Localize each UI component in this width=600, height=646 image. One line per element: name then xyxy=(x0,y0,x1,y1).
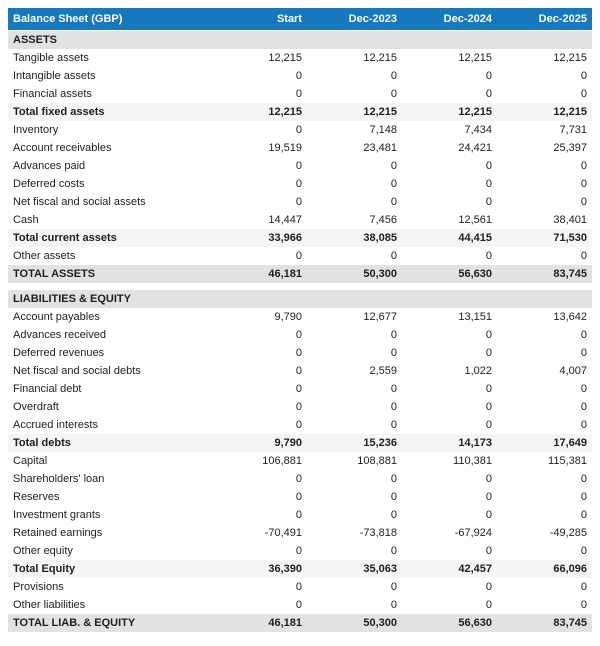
row-label: Investment grants xyxy=(13,509,101,521)
row-value: 12,215 xyxy=(553,106,587,118)
row-label: Overdraft xyxy=(13,401,59,413)
row-value: 0 xyxy=(580,581,587,593)
section-row xyxy=(8,290,592,308)
section-row xyxy=(8,31,592,49)
table-row xyxy=(8,488,592,506)
row-value: 0 xyxy=(485,491,492,503)
row-value: 108,881 xyxy=(357,455,397,467)
row-label: Account receivables xyxy=(13,142,112,154)
table-row xyxy=(8,344,592,362)
row-label: TOTAL ASSETS xyxy=(13,268,96,280)
row-value: 0 xyxy=(580,491,587,503)
row-value: 4,007 xyxy=(559,365,587,377)
row-value: 2,559 xyxy=(369,365,397,377)
row-value: -73,818 xyxy=(359,527,397,539)
table-row xyxy=(8,398,592,416)
subtotal-row xyxy=(8,229,592,247)
row-value: 35,063 xyxy=(363,563,397,575)
row-label: Retained earnings xyxy=(13,527,103,539)
row-value: 0 xyxy=(295,347,302,359)
row-value: 50,300 xyxy=(363,268,397,280)
row-value: 44,415 xyxy=(458,232,492,244)
row-label: Capital xyxy=(13,455,48,467)
row-label: Other assets xyxy=(13,250,76,262)
row-value: 0 xyxy=(485,70,492,82)
row-value: 0 xyxy=(295,250,302,262)
row-value: 0 xyxy=(295,509,302,521)
row-value: 0 xyxy=(390,70,397,82)
row-value: 0 xyxy=(295,419,302,431)
row-value: 0 xyxy=(580,250,587,262)
row-value: 25,397 xyxy=(553,142,587,154)
row-value: 0 xyxy=(580,196,587,208)
row-value: 0 xyxy=(485,347,492,359)
table-row xyxy=(8,380,592,398)
table-row xyxy=(8,326,592,344)
row-value: 0 xyxy=(390,196,397,208)
row-value: 0 xyxy=(295,491,302,503)
table-row xyxy=(8,175,592,193)
row-value: 0 xyxy=(580,383,587,395)
row-value: 0 xyxy=(390,491,397,503)
total-row xyxy=(8,614,592,632)
row-value: 33,966 xyxy=(268,232,302,244)
row-value: 0 xyxy=(485,178,492,190)
row-label: Accrued interests xyxy=(13,419,98,431)
table-row xyxy=(8,308,592,326)
row-label: Provisions xyxy=(13,581,64,593)
row-label: Account payables xyxy=(13,311,100,323)
row-value: 66,096 xyxy=(553,563,587,575)
row-value: 0 xyxy=(485,329,492,341)
row-value: -67,924 xyxy=(454,527,492,539)
table-body xyxy=(8,31,592,632)
row-value: 36,390 xyxy=(268,563,302,575)
row-value: 0 xyxy=(390,581,397,593)
row-label: Inventory xyxy=(13,124,59,136)
row-value: 42,457 xyxy=(458,563,492,575)
row-value: 38,401 xyxy=(553,214,587,226)
column-header: Dec-2025 xyxy=(538,13,587,25)
row-label: Tangible assets xyxy=(13,52,89,64)
table-row xyxy=(8,67,592,85)
row-label: Financial debt xyxy=(13,383,82,395)
row-label: Other equity xyxy=(13,545,73,557)
row-value: 0 xyxy=(390,473,397,485)
column-header: Dec-2024 xyxy=(443,13,492,25)
row-value: 0 xyxy=(485,160,492,172)
row-value: 0 xyxy=(295,196,302,208)
row-value: 106,881 xyxy=(262,455,302,467)
row-value: 0 xyxy=(580,70,587,82)
row-value: 110,381 xyxy=(453,455,492,467)
table-row xyxy=(8,506,592,524)
row-value: 0 xyxy=(295,329,302,341)
table-row xyxy=(8,524,592,542)
row-label: Other liabilities xyxy=(13,599,86,611)
table-row xyxy=(8,542,592,560)
table-row xyxy=(8,452,592,470)
row-value: 0 xyxy=(580,599,587,611)
row-value: 17,649 xyxy=(553,437,587,449)
row-value: 0 xyxy=(580,178,587,190)
row-value: 12,215 xyxy=(458,52,492,64)
row-value: 83,745 xyxy=(553,268,587,280)
row-value: 0 xyxy=(390,347,397,359)
row-value: 0 xyxy=(390,178,397,190)
row-value: 12,561 xyxy=(458,214,492,226)
subtotal-row xyxy=(8,103,592,121)
row-value: 12,215 xyxy=(268,52,302,64)
column-header: Start xyxy=(276,13,302,25)
row-value: 0 xyxy=(295,88,302,100)
table-row xyxy=(8,247,592,265)
row-label: TOTAL LIAB. & EQUITY xyxy=(13,617,136,629)
row-value: 12,215 xyxy=(553,52,587,64)
row-value: 7,456 xyxy=(369,214,397,226)
row-value: 50,300 xyxy=(363,617,397,629)
row-value: 0 xyxy=(580,509,587,521)
row-value: 0 xyxy=(580,401,587,413)
row-value: 46,181 xyxy=(268,617,302,629)
row-value: 0 xyxy=(485,383,492,395)
row-value: 0 xyxy=(580,419,587,431)
row-value: 0 xyxy=(485,250,492,262)
subtotal-row xyxy=(8,560,592,578)
row-label: Net fiscal and social debts xyxy=(13,365,141,377)
row-label: Total fixed assets xyxy=(13,106,105,118)
row-value: 0 xyxy=(295,401,302,413)
row-label: Shareholders' loan xyxy=(13,473,105,485)
row-value: -70,491 xyxy=(264,527,302,539)
row-value: 0 xyxy=(295,70,302,82)
row-value: 0 xyxy=(580,88,587,100)
row-label: LIABILITIES & EQUITY xyxy=(13,293,131,305)
balance-sheet-table xyxy=(8,8,592,632)
row-value: 0 xyxy=(295,383,302,395)
row-value: 0 xyxy=(390,160,397,172)
row-label: Cash xyxy=(13,214,39,226)
table-row xyxy=(8,596,592,614)
row-label: Advances paid xyxy=(13,160,86,172)
table-row xyxy=(8,85,592,103)
row-value: 0 xyxy=(485,88,492,100)
row-label: Advances received xyxy=(13,329,106,341)
row-value: 0 xyxy=(390,329,397,341)
row-label: ASSETS xyxy=(13,34,58,46)
row-value: 0 xyxy=(580,329,587,341)
row-label: Deferred revenues xyxy=(13,347,105,359)
row-value: 0 xyxy=(580,160,587,172)
row-label: Total Equity xyxy=(13,563,76,575)
row-value: 7,148 xyxy=(369,124,397,136)
table-row xyxy=(8,416,592,434)
row-value: 0 xyxy=(295,599,302,611)
row-value: 0 xyxy=(295,473,302,485)
row-label: Deferred costs xyxy=(13,178,85,190)
row-value: 0 xyxy=(485,419,492,431)
row-value: 0 xyxy=(295,545,302,557)
table-row xyxy=(8,362,592,380)
table-row xyxy=(8,157,592,175)
row-value: 0 xyxy=(580,545,587,557)
row-value: 15,236 xyxy=(363,437,397,449)
total-row xyxy=(8,265,592,283)
row-value: 0 xyxy=(485,196,492,208)
row-value: 0 xyxy=(390,88,397,100)
row-value: 0 xyxy=(295,581,302,593)
row-value: 46,181 xyxy=(268,268,302,280)
table-header-row xyxy=(8,8,592,30)
row-label: Total debts xyxy=(13,437,71,449)
row-value: 12,215 xyxy=(458,106,492,118)
table-row xyxy=(8,139,592,157)
row-value: 7,731 xyxy=(559,124,587,136)
row-value: 0 xyxy=(390,419,397,431)
table-row xyxy=(8,193,592,211)
row-value: 13,151 xyxy=(458,311,492,323)
row-value: 0 xyxy=(485,509,492,521)
row-value: 56,630 xyxy=(458,268,492,280)
row-value: 13,642 xyxy=(553,311,587,323)
row-value: 9,790 xyxy=(274,437,302,449)
table-row xyxy=(8,578,592,596)
row-value: 12,215 xyxy=(363,106,397,118)
row-value: 0 xyxy=(485,599,492,611)
row-label: Intangible assets xyxy=(13,70,96,82)
row-value: 7,434 xyxy=(464,124,492,136)
row-value: 56,630 xyxy=(458,617,492,629)
row-value: 12,677 xyxy=(363,311,397,323)
row-value: 0 xyxy=(390,545,397,557)
row-label: Financial assets xyxy=(13,88,92,100)
row-value: 0 xyxy=(390,250,397,262)
row-value: 14,173 xyxy=(458,437,492,449)
row-value: 0 xyxy=(580,347,587,359)
table-title: Balance Sheet (GBP) xyxy=(13,13,123,25)
column-header: Dec-2023 xyxy=(348,13,397,25)
table-row xyxy=(8,211,592,229)
row-value: 0 xyxy=(390,509,397,521)
row-value: 12,215 xyxy=(363,52,397,64)
row-value: 0 xyxy=(485,545,492,557)
row-value: 0 xyxy=(485,473,492,485)
row-value: 0 xyxy=(390,599,397,611)
table-row xyxy=(8,49,592,67)
table-row xyxy=(8,470,592,488)
row-value: 0 xyxy=(485,581,492,593)
row-value: 0 xyxy=(295,365,302,377)
row-value: 83,745 xyxy=(553,617,587,629)
row-value: 71,530 xyxy=(553,232,587,244)
row-value: -49,285 xyxy=(549,527,587,539)
row-value: 0 xyxy=(485,401,492,413)
row-value: 0 xyxy=(295,160,302,172)
row-value: 115,381 xyxy=(548,455,587,467)
table-row xyxy=(8,121,592,139)
subtotal-row xyxy=(8,434,592,452)
row-label: Reserves xyxy=(13,491,60,503)
row-value: 0 xyxy=(390,383,397,395)
row-value: 14,447 xyxy=(268,214,302,226)
row-value: 38,085 xyxy=(363,232,397,244)
row-value: 9,790 xyxy=(274,311,302,323)
row-label: Net fiscal and social assets xyxy=(13,196,146,208)
row-value: 24,421 xyxy=(458,142,492,154)
row-value: 0 xyxy=(390,401,397,413)
row-value: 12,215 xyxy=(268,106,302,118)
row-value: 0 xyxy=(580,473,587,485)
row-value: 0 xyxy=(295,124,302,136)
row-value: 1,022 xyxy=(464,365,492,377)
row-value: 0 xyxy=(295,178,302,190)
row-value: 19,519 xyxy=(268,142,302,154)
row-label: Total current assets xyxy=(13,232,117,244)
row-value: 23,481 xyxy=(363,142,397,154)
